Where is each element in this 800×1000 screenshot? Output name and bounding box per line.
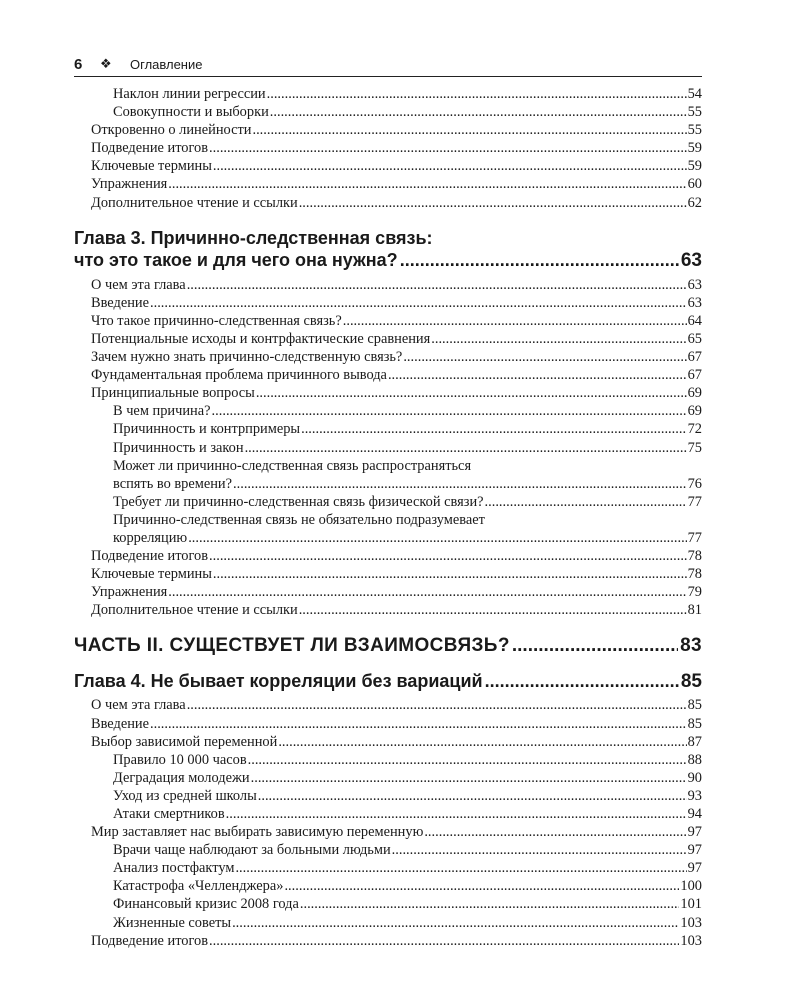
page-number: 6 xyxy=(74,55,83,73)
toc-entry[interactable] xyxy=(74,493,702,511)
entry-title: Фундаментальная проблема причинного вывода xyxy=(91,367,387,384)
toc-entry[interactable] xyxy=(74,420,702,438)
entry-page: 79 xyxy=(687,584,702,601)
entry-page: 55 xyxy=(687,104,702,121)
entry-title: Причинность и закон xyxy=(113,439,244,456)
toc-entry[interactable] xyxy=(74,696,702,714)
entry-page: 63 xyxy=(687,294,702,311)
chapter-page: 85 xyxy=(680,671,702,693)
toc-entry[interactable] xyxy=(74,932,702,950)
toc-entry[interactable] xyxy=(74,194,702,212)
toc-entry[interactable] xyxy=(74,348,702,366)
entry-title: Откровенно о линейности xyxy=(91,122,252,139)
entry-title: Упражнения xyxy=(91,584,168,601)
entry-page: 97 xyxy=(687,824,702,841)
entry-title: Подведение итогов xyxy=(91,932,209,949)
toc-block xyxy=(74,85,702,212)
part-2-heading[interactable] xyxy=(74,634,702,658)
entry-title: Мир заставляет нас выбирать зависимую переменную xyxy=(91,824,424,841)
entry-title: Что такое причинно-следственная связь? xyxy=(91,312,342,329)
entry-page: 81 xyxy=(687,602,702,619)
entry-title: Врачи чаще наблюдают за больными людьми xyxy=(113,842,391,859)
toc-entry[interactable] xyxy=(74,157,702,175)
entry-title: О чем эта глава xyxy=(91,276,186,293)
entry-page: 55 xyxy=(687,122,702,139)
entry-page: 78 xyxy=(687,566,702,583)
entry-title: Может ли причинно-следственная связь распространяться xyxy=(113,457,472,474)
entry-title: Правило 10 000 часов xyxy=(113,751,247,768)
toc-entry[interactable] xyxy=(74,439,702,457)
entry-page: 60 xyxy=(687,176,702,193)
entry-page: 75 xyxy=(687,439,702,456)
entry-title: Причинно-следственная связь не обязательно подразумевает xyxy=(113,511,485,528)
entry-page: 67 xyxy=(687,367,702,384)
toc-entry[interactable] xyxy=(74,139,702,157)
toc-entry[interactable] xyxy=(74,601,702,619)
entry-page: 88 xyxy=(687,751,702,768)
entry-page: 101 xyxy=(680,896,702,913)
entry-page: 103 xyxy=(680,914,702,931)
toc-entry[interactable] xyxy=(74,751,702,769)
toc-entry[interactable] xyxy=(74,547,702,565)
entry-page: 97 xyxy=(687,842,702,859)
entry-title: вспять во времени? xyxy=(113,475,233,492)
entry-title: Требует ли причинно-следственная связь физической связи? xyxy=(113,493,484,510)
chapter-title: Глава 4. Не бывает корреляции без вариаций xyxy=(74,671,483,692)
entry-page: 103 xyxy=(680,932,702,949)
entry-title: Упражнения xyxy=(91,176,168,193)
entry-title: Уход из средней школы xyxy=(113,787,257,804)
toc-block xyxy=(74,276,702,457)
entry-title: Ключевые термины xyxy=(91,566,212,583)
toc-entry[interactable] xyxy=(74,103,702,121)
running-title: Оглавление xyxy=(130,56,203,72)
toc-entry[interactable] xyxy=(74,805,702,823)
toc-entry[interactable] xyxy=(74,565,702,583)
toc-entry[interactable] xyxy=(74,276,702,294)
entry-page: 69 xyxy=(687,385,702,402)
entry-title: Подведение итогов xyxy=(91,548,209,565)
entry-title: Катастрофа «Челленджера» xyxy=(113,878,284,895)
entry-page: 69 xyxy=(687,403,702,420)
toc-entry[interactable] xyxy=(74,294,702,312)
toc-entry[interactable] xyxy=(74,841,702,859)
toc-entry[interactable] xyxy=(74,895,702,913)
entry-page: 54 xyxy=(687,86,702,102)
entry-page: 100 xyxy=(680,878,702,895)
entry-title: Финансовый кризис 2008 года xyxy=(113,896,299,913)
toc-page xyxy=(74,54,702,950)
entry-page: 85 xyxy=(687,715,702,732)
toc-entry[interactable] xyxy=(74,175,702,193)
chapter-title: что это такое и для чего она нужна? xyxy=(74,249,398,270)
entry-page: 59 xyxy=(687,140,702,157)
toc-block xyxy=(74,696,702,949)
entry-title: Наклон линии регрессии xyxy=(113,86,266,102)
part-page: 83 xyxy=(680,635,702,657)
entry-page: 85 xyxy=(687,697,702,714)
toc-entry[interactable] xyxy=(74,733,702,751)
entry-page: 77 xyxy=(687,529,702,546)
entry-title: Потенциальные исходы и контрфактические сравнения xyxy=(91,330,431,347)
entry-title: Ключевые термины xyxy=(91,158,212,175)
entry-title: Дополнительное чтение и ссылки xyxy=(91,194,298,211)
entry-title: Анализ постфактум xyxy=(113,860,235,877)
toc-block xyxy=(74,547,702,619)
entry-title: Дополнительное чтение и ссылки xyxy=(91,602,298,619)
toc-entry[interactable] xyxy=(74,787,702,805)
entry-page: 97 xyxy=(687,860,702,877)
toc-entry[interactable] xyxy=(74,312,702,330)
entry-page: 63 xyxy=(687,276,702,293)
toc-entry[interactable] xyxy=(74,914,702,932)
entry-title: В чем причина? xyxy=(113,403,211,420)
entry-title: Подведение итогов xyxy=(91,140,209,157)
entry-page: 77 xyxy=(687,493,702,510)
ornament-icon: ❖ xyxy=(100,56,112,71)
entry-page: 62 xyxy=(687,194,702,211)
entry-title: Причинность и контрпримеры xyxy=(113,421,301,438)
toc-entry[interactable] xyxy=(74,715,702,733)
entry-page: 65 xyxy=(687,330,702,347)
chapter-3-heading[interactable] xyxy=(74,227,702,272)
entry-title: Введение xyxy=(91,294,150,311)
toc-entry[interactable] xyxy=(74,511,702,547)
entry-title: Принципиальные вопросы xyxy=(91,385,255,402)
entry-page: 59 xyxy=(687,158,702,175)
entry-title: Зачем нужно знать причинно-следственную связь? xyxy=(91,349,403,366)
part-title: ЧАСТЬ II. СУЩЕСТВУЕТ ЛИ ВЗАИМОСВЯЗЬ? xyxy=(74,635,510,657)
toc-entry[interactable] xyxy=(74,823,702,841)
entry-page: 90 xyxy=(687,769,702,786)
toc-entry[interactable] xyxy=(74,457,702,493)
entry-title: Атаки смертников xyxy=(113,806,225,822)
toc-entry[interactable] xyxy=(74,877,702,895)
entry-page: 94 xyxy=(687,806,702,822)
chapter-page: 63 xyxy=(680,249,702,271)
toc-entry[interactable] xyxy=(74,402,702,420)
entry-page: 72 xyxy=(687,421,702,438)
entry-title: Введение xyxy=(91,715,150,732)
entry-title: корреляцию xyxy=(113,529,188,546)
entry-title: Выбор зависимой переменной xyxy=(91,733,278,750)
toc-entry[interactable] xyxy=(74,330,702,348)
entry-page: 87 xyxy=(687,733,702,750)
toc-entry[interactable] xyxy=(74,366,702,384)
toc-entry[interactable] xyxy=(74,85,702,103)
toc-entry[interactable] xyxy=(74,769,702,787)
entry-title: Жизненные советы xyxy=(113,914,232,931)
entry-title: Совокупности и выборки xyxy=(113,104,269,121)
toc-entry[interactable] xyxy=(74,384,702,402)
entry-page: 67 xyxy=(687,349,702,366)
entry-page: 93 xyxy=(687,787,702,804)
entry-title: О чем эта глава xyxy=(91,697,186,714)
entry-title: Деградация молодежи xyxy=(113,769,250,786)
toc-entry[interactable] xyxy=(74,583,702,601)
chapter-title: Глава 3. Причинно-следственная связь: xyxy=(74,227,433,248)
page-header xyxy=(74,54,702,77)
chapter-4-heading[interactable] xyxy=(74,670,702,693)
entry-page: 64 xyxy=(687,312,702,329)
toc-entry[interactable] xyxy=(74,859,702,877)
entry-page: 76 xyxy=(687,475,702,492)
entry-page: 78 xyxy=(687,548,702,565)
toc-entry[interactable] xyxy=(74,121,702,139)
